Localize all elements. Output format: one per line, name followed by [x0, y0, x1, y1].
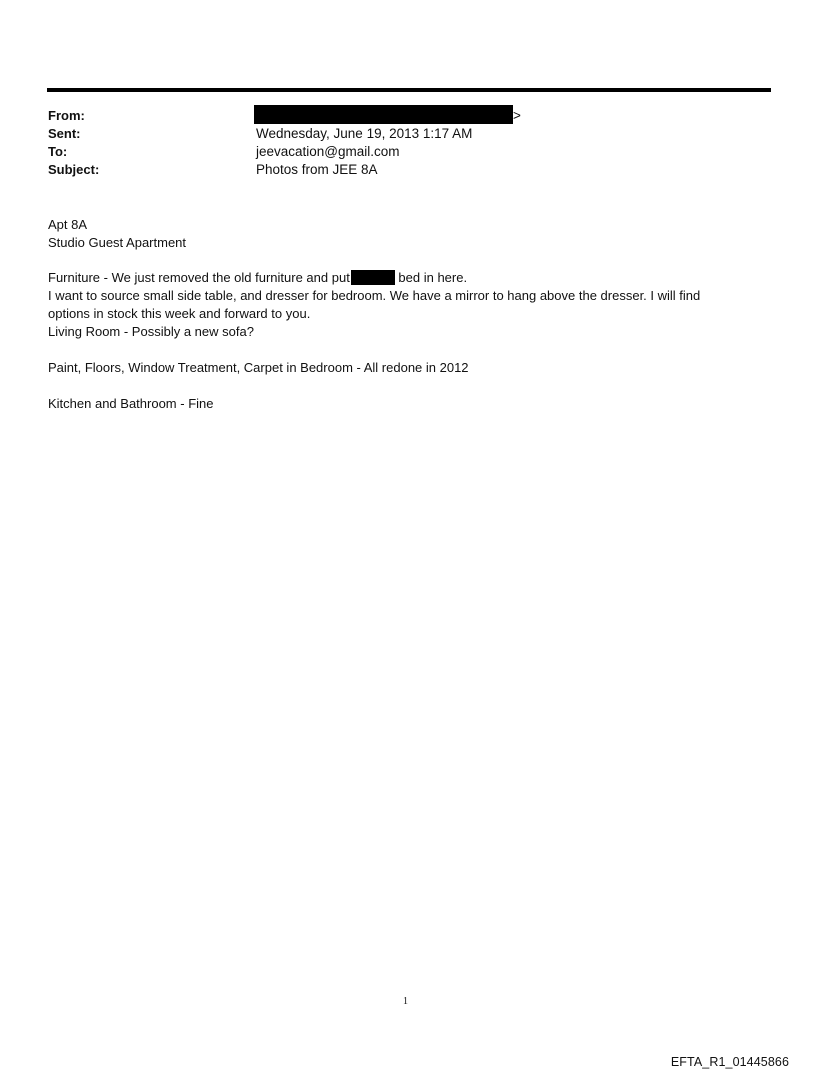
body-furniture-line	[48, 269, 467, 287]
furniture-redaction	[351, 270, 395, 285]
body-studio: Studio Guest Apartment	[48, 235, 187, 250]
to-label: To:	[48, 144, 68, 159]
body-kitchen: Kitchen and Bathroom - Fine	[48, 396, 214, 411]
furniture-prefix: Furniture - We just removed the old furniture and put	[48, 270, 350, 285]
from-redaction	[254, 105, 513, 124]
bates-number: EFTA_R1_01445866	[670, 1055, 789, 1069]
subject-value: Photos from JEE 8A	[256, 162, 378, 177]
from-value-suffix: >	[513, 108, 521, 123]
body-source-line-1: I want to source small side table, and dresser for bedroom. We have a mirror to hang above the dresser. I will find	[48, 288, 701, 303]
body-living-room: Living Room - Possibly a new sofa?	[48, 324, 254, 339]
page-number: 1	[403, 996, 408, 1007]
from-label: From:	[48, 108, 85, 123]
furniture-suffix: bed in here.	[394, 270, 468, 285]
body-paint: Paint, Floors, Window Treatment, Carpet in Bedroom - All redone in 2012	[48, 360, 469, 375]
body-apt: Apt 8A	[48, 217, 88, 232]
subject-label: Subject:	[48, 162, 100, 177]
sent-label: Sent:	[48, 126, 81, 141]
header-divider	[47, 88, 771, 92]
sent-value: Wednesday, June 19, 2013 1:17 AM	[256, 126, 473, 141]
body-source-line-2: options in stock this week and forward to you.	[48, 306, 311, 321]
to-value: jeevacation@gmail.com	[256, 144, 400, 159]
